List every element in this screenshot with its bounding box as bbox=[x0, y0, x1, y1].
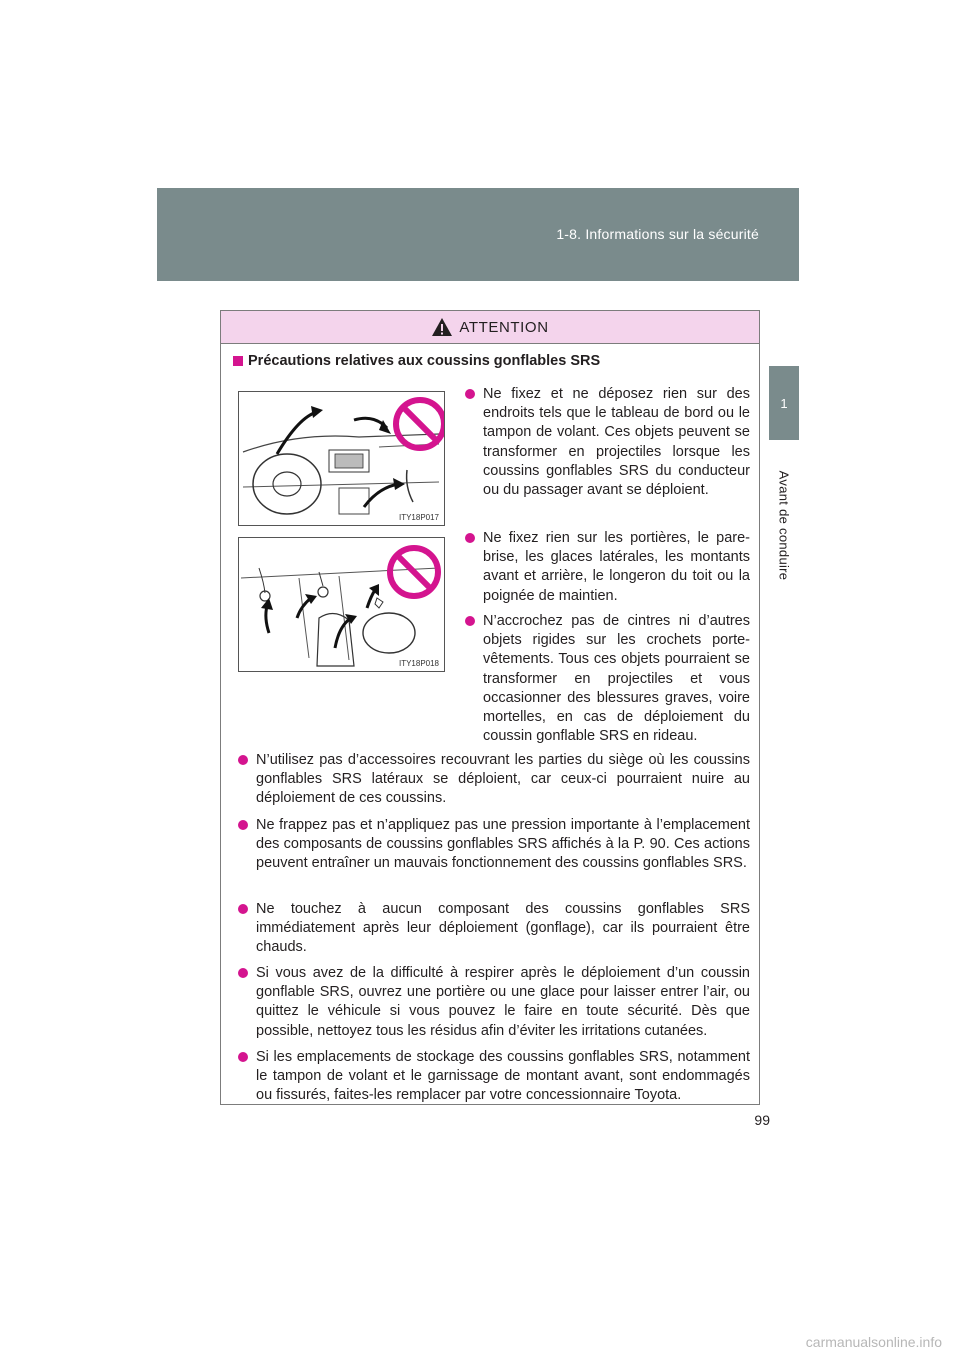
warning-header bbox=[221, 311, 759, 344]
list-item: N’utilisez pas d’accessoires recouvrant les parties du siège où les coussins gonflables SRS latéraux se déploient, car ceux-ci pourraient nuire au déploiement de ces coussins. bbox=[238, 751, 750, 809]
image-code: ITY18P017 bbox=[398, 513, 439, 522]
section-header: 1-8. Informations sur la sécurité bbox=[556, 226, 759, 242]
bullet-dot-icon bbox=[238, 820, 248, 830]
header-band bbox=[157, 188, 799, 281]
list-item: Si les emplacements de stockage des coussins gonflables SRS, notamment le tampon de volant et le garnissage de montant avant, sont endommagés ou fissurés, faites-les remplacer par votre concessionnaire Toyota. bbox=[238, 1048, 750, 1106]
bullet-dot-icon bbox=[238, 968, 248, 978]
bullet-dot-icon bbox=[238, 755, 248, 765]
bullet-dot-icon bbox=[465, 616, 475, 626]
list-item: Ne frappez pas et n’appliquez pas une pression importante à l’emplacement des composants de coussins gonflables SRS affichés à la P. 90. Ces actions peuvent entraîner un mauvais fonctionnement des coussins gonflables SRS. bbox=[238, 816, 750, 874]
section-title-text: Précautions relatives aux coussins gonflables SRS bbox=[248, 353, 601, 369]
dashboard-drawing bbox=[239, 392, 444, 525]
list-item: N’accrochez pas de cintres ni d’autres objets rigides sur les crochets porte-vêtements. Tous ces objets pourraient se transformer en projectiles et vous occasionner des blessures graves, voire mortelles, en cas de déploiement du coussin gonflable SRS en rideau. bbox=[465, 612, 750, 746]
warning-triangle-icon bbox=[431, 317, 453, 337]
warning-box bbox=[220, 310, 760, 1105]
warning-title: ATTENTION bbox=[459, 318, 549, 336]
interior-drawing bbox=[239, 538, 444, 671]
bullet-dot-icon bbox=[238, 1052, 248, 1062]
square-bullet-icon bbox=[233, 356, 243, 366]
chapter-title-vertical bbox=[766, 440, 802, 610]
bullet-dot-icon bbox=[465, 389, 475, 399]
chapter-tab-number: 1 bbox=[769, 366, 799, 440]
chapter-title: Avant de conduire bbox=[776, 470, 792, 580]
list-item: Ne fixez rien sur les portières, le pare-brise, les glaces latérales, les montants avant et arrière, le longeron du toit ou la poignée de maintien. bbox=[465, 529, 750, 606]
dashboard-illustration bbox=[238, 391, 445, 526]
list-item: Ne fixez et ne déposez rien sur des endroits tels que le tableau de bord ou le tampon de volant. Ces objets peuvent se transformer en projectiles lorsque les coussins gonflables SRS du conducteur ou du passager avant se déploient. bbox=[465, 385, 750, 500]
image-code: ITY18P018 bbox=[398, 659, 439, 668]
section-title bbox=[233, 353, 600, 369]
list-item: Si vous avez de la difficulté à respirer après le déploiement d’un coussin gonflable SRS, ouvrez une portière ou une glace pour laisser entrer l’air, ou quittez le véhicule si vous pouvez le faire en toute sécurité. Dès que possible, nettoyez tous les résidus afin d’éviter les irritations cutanées. bbox=[238, 964, 750, 1041]
bullet-dot-icon bbox=[465, 533, 475, 543]
interior-illustration bbox=[238, 537, 445, 672]
bullet-dot-icon bbox=[238, 904, 248, 914]
watermark: carmanualsonline.info bbox=[805, 1334, 942, 1350]
page-number: 99 bbox=[754, 1112, 770, 1128]
list-item: Ne touchez à aucun composant des coussins gonflables SRS immédiatement après leur déploiement (gonflage), car ils pourraient être chauds. bbox=[238, 900, 750, 958]
